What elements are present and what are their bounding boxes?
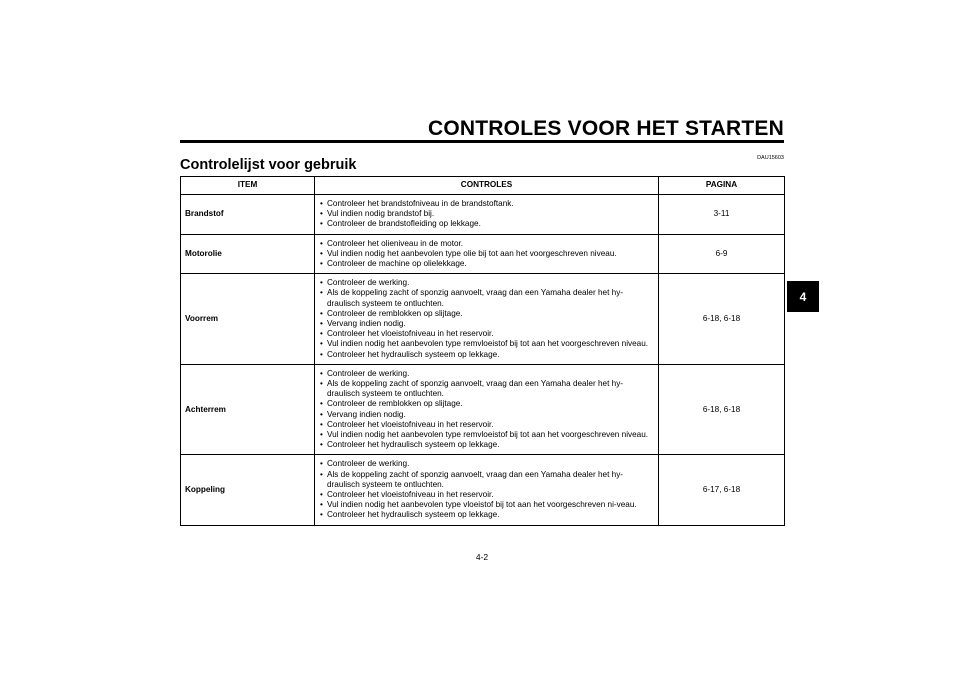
- check-item: • Vervang indien nodig.: [320, 410, 654, 420]
- checklist-body: [181, 195, 785, 526]
- checks-list: [320, 199, 654, 230]
- checks-cell: [315, 234, 659, 274]
- check-item: • Controleer de brandstofleiding op lekkage.: [320, 219, 654, 229]
- check-item: • Controleer de werking.: [320, 278, 654, 288]
- checks-list: [320, 239, 654, 270]
- checks-cell: [315, 274, 659, 365]
- check-item: • Controleer de machine op olielekkage.: [320, 259, 654, 269]
- check-item: • Vul indien nodig het aanbevolen type vloeistof bij tot aan het voorgeschreven ni-veau.: [320, 500, 654, 510]
- check-item: • Controleer de werking.: [320, 369, 654, 379]
- check-item: • Controleer de remblokken op slijtage.: [320, 399, 654, 409]
- table-row: [181, 195, 785, 235]
- item-cell: Voorrem: [181, 274, 315, 365]
- page-reference-cell: 6-17, 6-18: [659, 455, 785, 525]
- check-item: • Vul indien nodig het aanbevolen type remvloeistof bij tot aan het voorgeschreven niveau.: [320, 339, 654, 349]
- check-item: • Controleer het vloeistofniveau in het reservoir.: [320, 420, 654, 430]
- checks-list: [320, 369, 654, 451]
- check-item: • Controleer de remblokken op slijtage.: [320, 309, 654, 319]
- check-item: • Als de koppeling zacht of sponzig aanvoelt, vraag dan een Yamaha dealer het hy-draulisch systeem te ontluchten.: [320, 288, 654, 308]
- page-header-title: CONTROLES VOOR HET STARTEN: [428, 117, 784, 140]
- page-reference-cell: 6-18, 6-18: [659, 274, 785, 365]
- check-item: • Controleer de werking.: [320, 459, 654, 469]
- column-header-checks: CONTROLES: [315, 177, 659, 195]
- check-item: • Controleer het hydraulisch systeem op lekkage.: [320, 510, 654, 520]
- table-row: [181, 274, 785, 365]
- check-item: • Vervang indien nodig.: [320, 319, 654, 329]
- check-item: • Controleer het vloeistofniveau in het reservoir.: [320, 490, 654, 500]
- check-item: • Controleer het olieniveau in de motor.: [320, 239, 654, 249]
- item-cell: Brandstof: [181, 195, 315, 235]
- page-reference-cell: 6-18, 6-18: [659, 364, 785, 455]
- check-item: • Controleer het hydraulisch systeem op lekkage.: [320, 440, 654, 450]
- checks-cell: [315, 455, 659, 525]
- page-reference-cell: 6-9: [659, 234, 785, 274]
- page-reference-cell: 3-11: [659, 195, 785, 235]
- page-number: 4-2: [475, 552, 489, 562]
- table-header-row: [181, 177, 785, 195]
- check-item: • Als de koppeling zacht of sponzig aanvoelt, vraag dan een Yamaha dealer het hy-draulisch systeem te ontluchten.: [320, 379, 654, 399]
- chapter-tab: 4: [787, 281, 819, 312]
- checks-cell: [315, 195, 659, 235]
- column-header-item: ITEM: [181, 177, 315, 195]
- check-item: • Controleer het vloeistofniveau in het reservoir.: [320, 329, 654, 339]
- document-code: DAU15603: [757, 155, 784, 161]
- header-rule: [180, 140, 784, 143]
- checks-list: [320, 278, 654, 360]
- check-item: • Controleer het hydraulisch systeem op lekkage.: [320, 350, 654, 360]
- item-cell: Motorolie: [181, 234, 315, 274]
- checks-list: [320, 459, 654, 520]
- check-item: • Controleer het brandstofniveau in de brandstoftank.: [320, 199, 654, 209]
- column-header-page: PAGINA: [659, 177, 785, 195]
- item-cell: Koppeling: [181, 455, 315, 525]
- table-row: [181, 364, 785, 455]
- check-item: • Vul indien nodig het aanbevolen type remvloeistof bij tot aan het voorgeschreven niveau.: [320, 430, 654, 440]
- checks-cell: [315, 364, 659, 455]
- section-title: Controlelijst voor gebruik: [180, 157, 357, 173]
- check-item: • Vul indien nodig brandstof bij.: [320, 209, 654, 219]
- check-item: • Vul indien nodig het aanbevolen type olie bij tot aan het voorgeschreven niveau.: [320, 249, 654, 259]
- item-cell: Achterrem: [181, 364, 315, 455]
- table-row: [181, 455, 785, 525]
- check-item: • Als de koppeling zacht of sponzig aanvoelt, vraag dan een Yamaha dealer het hy-draulisch systeem te ontluchten.: [320, 470, 654, 490]
- checklist-table: [180, 176, 785, 526]
- table-row: [181, 234, 785, 274]
